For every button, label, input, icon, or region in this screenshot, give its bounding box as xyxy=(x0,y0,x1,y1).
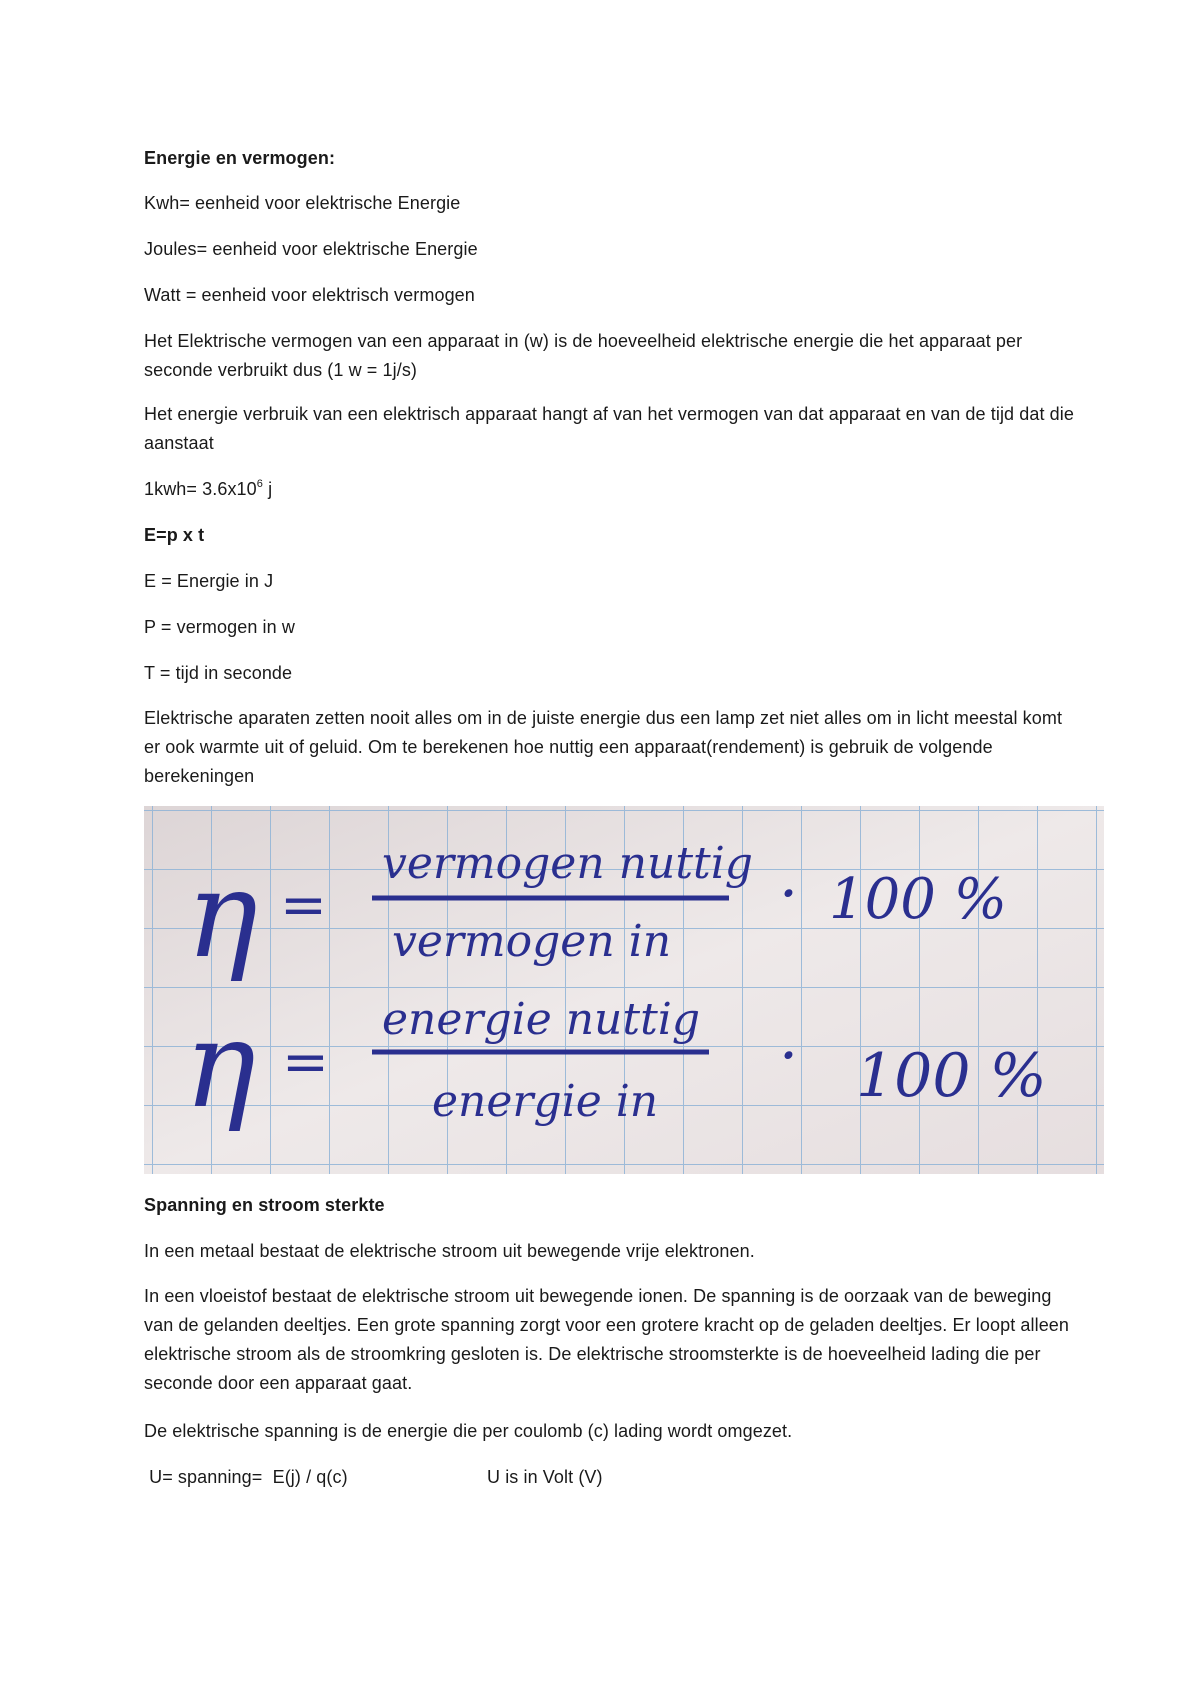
conversion-exponent: 6 xyxy=(256,478,263,490)
paragraph-metaal: In een metaal bestaat de elektrische stroom uit bewegende vrije elektronen. xyxy=(144,1241,755,1261)
paragraph-rendement: Elektrische aparaten zetten nooit alles om in de juiste energie dus een lamp zet niet alles om in licht meestal komt er ook warmte uit of geluid. Om te berekenen hoe nuttig een apparaat(rendement) is gebruik de volgende berekeningen xyxy=(144,708,1063,786)
paragraph-vermogen: Het Elektrische vermogen van een apparaat in (w) is de hoeveelheid elektrische energie die het apparaat per seconde verbruikt dus (1 w = 1j/s) xyxy=(144,331,1023,380)
percent-100-2: 100 % xyxy=(856,1041,1047,1111)
section-heading-spanning: Spanning en stroom sterkte xyxy=(144,1195,385,1215)
eta-symbol-2: η xyxy=(184,996,256,1135)
multiply-dot-1: · xyxy=(779,859,799,929)
unit-volt: U is in Volt (V) xyxy=(487,1467,603,1487)
definition-t: T = tijd in seconde xyxy=(144,663,293,683)
definition-e: E = Energie in J xyxy=(144,571,274,591)
conversion-unit: j xyxy=(263,479,273,499)
paragraph-energieverbruik: Het energie verbruik van een elektrisch apparaat hangt af van het vermogen van dat apparaat en van de tijd dat die aanstaat xyxy=(144,404,1074,453)
handwritten-formula-photo xyxy=(144,806,1104,1174)
definition-p: P = vermogen in w xyxy=(144,617,295,637)
denominator-energie-in: energie in xyxy=(432,1076,659,1127)
section-heading-energie: Energie en vermogen: xyxy=(144,148,336,168)
denominator-vermogen-in: vermogen in xyxy=(392,916,672,967)
definition-joules: Joules= eenheid voor elektrische Energie xyxy=(144,239,478,259)
equals-sign-2: = xyxy=(282,1030,329,1095)
conversion-kwh-joule xyxy=(144,475,272,503)
formula-spanning: U= spanning= E(j) / q(c) xyxy=(144,1467,348,1487)
formula-spanning-row xyxy=(144,1463,1074,1491)
definition-kwh: Kwh= eenheid voor elektrische Energie xyxy=(144,193,461,213)
percent-100-1: 100 % xyxy=(829,867,1007,932)
multiply-dot-2: · xyxy=(779,1021,799,1091)
numerator-energie-nuttig: energie nuttig xyxy=(382,994,700,1045)
equals-sign-1: = xyxy=(280,873,327,938)
definition-watt: Watt = eenheid voor elektrisch vermogen xyxy=(144,285,475,305)
paragraph-vloeistof: In een vloeistof bestaat de elektrische stroom uit bewegende ionen. De spanning is de oorzaak van de beweging van de gelanden deeltjes. Een grote spanning zorgt voor een grotere kracht op de geladen deeltjes. Er loopt alleen elektrische stroom als de stroomkring gesloten is. De elektrische stroomsterkte is de hoeveelheid lading die per seconde door een apparaat gaat. xyxy=(144,1286,1070,1393)
formula-energie: E=p x t xyxy=(144,525,205,545)
eta-symbol-1: η xyxy=(186,846,258,985)
numerator-vermogen-nuttig: vermogen nuttig xyxy=(382,838,753,889)
handwritten-formula-svg xyxy=(144,806,1104,1174)
conversion-base: 1kwh= 3.6x10 xyxy=(144,479,257,499)
paragraph-spanning-definitie: De elektrische spanning is de energie die per coulomb (c) lading wordt omgezet. xyxy=(144,1421,793,1441)
